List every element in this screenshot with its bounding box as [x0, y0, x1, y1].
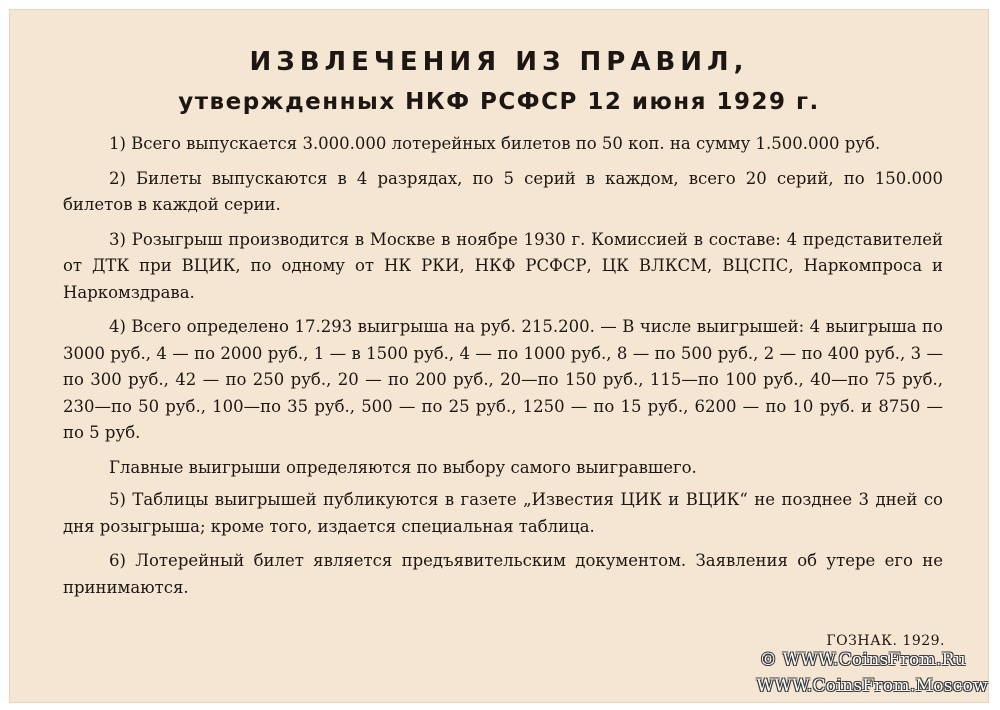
rules-text — [63, 131, 943, 609]
watermark-line-1: © WWW.CoinsFrom.Ru — [759, 650, 966, 670]
document-subtitle: утвержденных НКФ РСФСР 12 июня 1929 г. — [178, 89, 820, 115]
rule-paragraph-6: 6) Лотерейный билет является предъявительским документом. Заявления об утере его не принимаются. — [63, 551, 943, 597]
rule-paragraph-main-prizes: Главные выигрыши определяются по выбору самого выигравшего. — [109, 457, 697, 477]
lottery-ticket-back — [9, 9, 989, 703]
printer-signature: ГОЗНАК. 1929. — [826, 633, 945, 649]
watermark-line-2: WWW.CoinsFrom.Moscow — [756, 676, 988, 696]
document-title: ИЗВЛЕЧЕНИЯ ИЗ ПРАВИЛ, — [249, 47, 749, 77]
rule-paragraph-1: 1) Всего выпускается 3.000.000 лотерейных билетов по 50 коп. на сумму 1.500.000 руб. — [109, 134, 881, 153]
rule-paragraph-4: 4) Всего определено 17.293 выигрыша на руб. 215.200. — В числе выигрышей: 4 выигрыша по 3000 руб., 4 — по 2000 руб., 1 — в 1500 руб., 4 — по 1000 руб., 8 — по 500 руб., 2 — по 400 руб., 3 — по 300 руб., 42 — по 250 руб., 20 — по 200 руб., 20—по 150 руб., 115—по 100 руб., 40—по 75 руб., 230—по 50 руб., 100—по 35 руб., 500 — по 25 руб., 1250 — по 15 руб., 6200 — по 10 руб. и 8750 — по 5 руб. — [63, 317, 943, 442]
rule-paragraph-3: 3) Розыгрыш производится в Москве в ноябре 1930 г. Комиссией в составе: 4 представителей от ДТК при ВЦИК, по одному от НК РКИ, НКФ РСФСР, ЦК ВЛКСМ, ВЦСПС, Наркомпроса и Наркомздрава. — [63, 229, 943, 302]
rule-paragraph-5: 5) Таблицы выигрышей публикуются в газете „Известия ЦИК и ВЦИК“ не позднее 3 дней со дня розыгрыша; кроме того, издается специальная таблица. — [63, 490, 943, 536]
rule-paragraph-2: 2) Билеты выпускаются в 4 разрядах, по 5 серий в каждом, всего 20 серий, по 150.000 билетов в каждой серии. — [63, 168, 943, 214]
